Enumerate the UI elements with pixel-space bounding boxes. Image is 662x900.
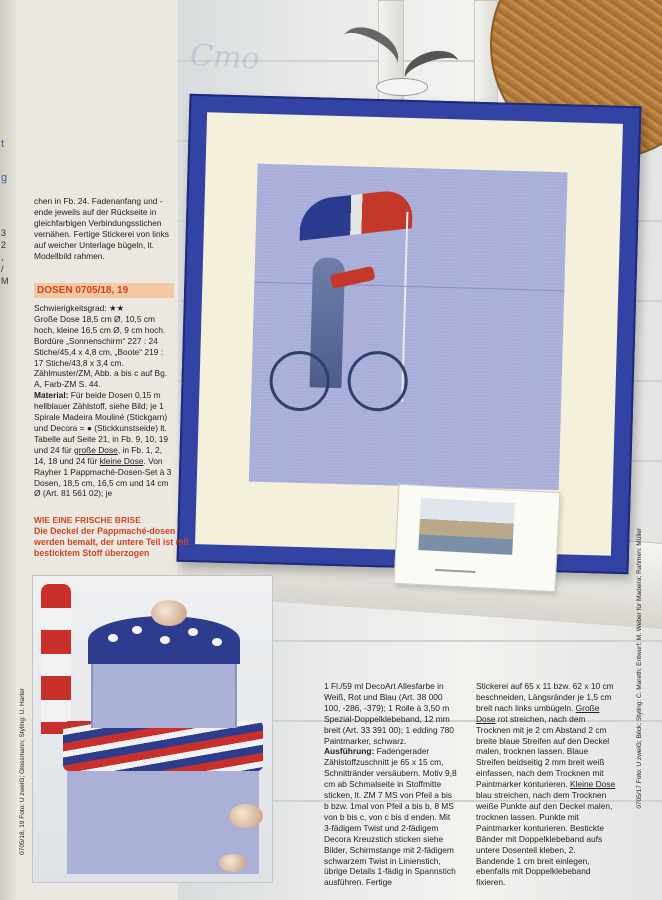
caption-title: WIE EINE FRISCHE BRISE [34, 515, 141, 525]
section-body [34, 303, 172, 499]
parasol-motif [300, 188, 414, 241]
small-box-term: Kleine Dose [570, 779, 616, 790]
postcard-image [418, 498, 515, 555]
instructions-column-2 [476, 681, 616, 888]
strip-letter: 2 [1, 240, 7, 250]
big-box-instructions: rot streichen, nach dem Trocknen mit je 2 cm Abstand 2 cm breite blaue Streifen auf den Deckel malen, trocknen lassen. Blaue Streifen beidseitig 2 mm breit weiß einfassen, nach dem Trocknen mit Paintmarker konturieren. [476, 713, 610, 790]
size-paragraph: Große Dose 18,5 cm Ø, 10,5 cm hoch, kleine 16,5 cm Ø, 9 cm hoch. Bordüre „Sonnenschirm“ 227 : 24 Stiche/45,4 x 4,8 cm, „Boote“ 219 : 17 Stiche/43,8 x 3,4 cm. Zählmuster/ZM, Abb. a bis c auf Bg. A, Farb-ZM S. 44. [34, 313, 168, 390]
seashell [229, 804, 263, 828]
material-paragraph [34, 390, 172, 499]
lighthouse-figurine [41, 584, 71, 734]
horizon-line [254, 282, 564, 292]
big-box-term: große Dose [74, 444, 118, 455]
lid-dot [108, 634, 118, 642]
seashell [151, 600, 187, 626]
execution-text: Fadengerader Zählstoffzuschnitt je 65 x 15 cm, Schnittränder versäubern. Motiv 9,8 cm ab Schmalseite in Stoffmitte sticken, lt. ZM 7 MS von Pfeil a bis b bzw. 1mal von Pfeil a bis b, 8 MS von b bis c, von c bis d enden. Mit 3-fädigem Twist und 2-fädigem Decora Kreuzstich sticken siehe Bilder, Schirmstange mit 2-fädigem schwarzem Twist in Linienstich, übrige Details 1-fädig in Spannstich ausführen. Fertige [324, 746, 457, 888]
finishing-text: Stickerei auf 65 x 11 bzw. 62 x 10 cm beschneiden, Längsränder je 1,5 cm breit nach links umbügeln. [476, 681, 614, 713]
strip-letter: / [1, 264, 4, 274]
page-edge-strip [0, 0, 16, 900]
strip-letter: , [1, 252, 4, 262]
lid-dot [212, 638, 222, 646]
caption-body: Die Deckel der Pappmaché-dosen werden bemalt, der untere Teil ist mit besticktem Stoff überzogen [34, 526, 189, 558]
large-box-lid [63, 721, 263, 771]
main-photo-credit: 0705/17 Foto: U zweiG; Bilck; Styling: C. Mareth; Entwurf: M. Weber für Madeira; Rahmen: Müller [636, 528, 643, 809]
section-heading: DOSEN 0705/18, 19 [34, 283, 174, 298]
bicycle-wheel [347, 350, 409, 412]
strip-letter: g [1, 172, 8, 184]
supplies-paragraph: 1 Fl./59 ml DecoArt Allesfarbe in Weiß, Rot und Blau (Art. 38 000 100, -286, -379); 1 Rolle à 3,50 m Spezial-Doppelklebeband, 12 mm breit (Art. 33 391 00); 1 edding 780 Paintmarker, schwarz. [324, 681, 454, 746]
postcard [393, 484, 560, 592]
seashell [219, 854, 247, 872]
box-photo-credit: 0705/18, 19 Foto: U zweiG; Glossmann; Styling: U. Harter [19, 688, 26, 855]
material-label: Material: [34, 390, 69, 401]
big-box-term: Große Dose [476, 702, 600, 724]
lid-dot [160, 636, 170, 644]
difficulty-line: Schwierigkeitsgrad: ★★ [34, 303, 124, 313]
material-text-3: . Von Rayher 1 Pappmaché-Dosen-Set à 3 Dosen, 18,5 cm, 16,5 cm und 14 cm Ø (Art. 81 561 02); je [34, 455, 172, 499]
material-text: Für beide Dosen 0,15 m hellblauer Zählstoff, siehe Bild; je 1 Spirale Madeira Mouliné (Stickgarn) und Decora = ● (Stickkunstseide) lt. Tabelle auf Seite 21, in Fb. 9, 10, 19 und 24 für [34, 390, 169, 455]
material-text-2: , in Fb. 1, 2, 14, 18 und 24 für [34, 444, 163, 466]
strip-letter: 3 [1, 228, 7, 238]
bicycle-wheel [269, 350, 331, 412]
instructions-column-1 [324, 681, 458, 888]
strip-letter: M [1, 276, 9, 286]
boxes-photo [32, 575, 273, 883]
execution-label: Ausführung: [324, 746, 375, 757]
small-box-term: kleine Dose [99, 455, 144, 466]
background-text-fragment: Сто [189, 38, 261, 77]
lid-dot [132, 626, 142, 634]
seagull-figurine [376, 78, 428, 96]
cross-stitch-artwork [249, 164, 568, 491]
postcard-signature [435, 569, 475, 573]
small-box-instructions: blau streichen, nach dem Trocknen weiße Punkte auf den Deckel malen, trocknen lassen. Punkte mit Paintmarker konturieren. Bestickte Bänder mit Doppelklebeband aufs untere Dosenteil kleben, 2. Bandende 1 cm breit einlegen, ebenfalls mit Doppelklebeband fixieren. [476, 790, 613, 888]
intro-paragraph: chen in Fb. 24. Fadenanfang und -ende jeweils auf der Rückseite in gleichfarbigen Verbindungsstichen vernähen. Fertige Stickerei von links auf weicher Unterlage bügeln, lt. Modellbild rahmen. [34, 196, 169, 261]
execution-paragraph [324, 746, 458, 888]
strip-letter: t [1, 138, 5, 150]
lid-dot [188, 628, 198, 636]
